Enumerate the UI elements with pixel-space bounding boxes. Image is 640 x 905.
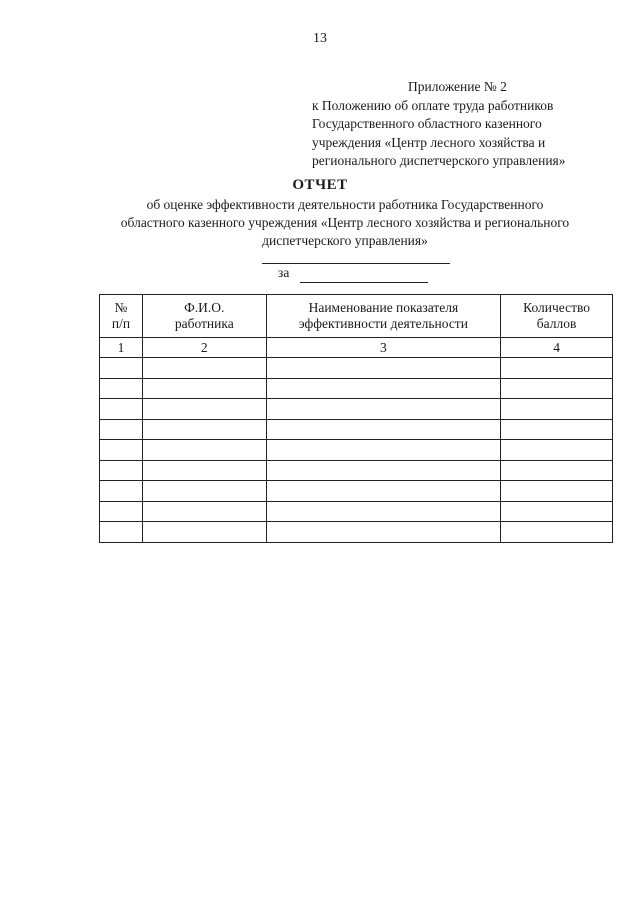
- table-row: [100, 440, 613, 461]
- header-indicator: Наименование показателя эффективности деятельности: [266, 295, 500, 338]
- table-row: [100, 481, 613, 502]
- appendix-title: Приложение № 2: [408, 79, 507, 94]
- table-cell[interactable]: [501, 419, 613, 440]
- table-cell[interactable]: [501, 501, 613, 522]
- appendix-line: учреждения «Центр лесного хозяйства и: [312, 134, 546, 150]
- table-cell[interactable]: [142, 419, 266, 440]
- header-number: № п/п: [100, 295, 143, 338]
- appendix-block: [312, 78, 566, 171]
- period-line[interactable]: [300, 282, 428, 283]
- table-cell[interactable]: [100, 481, 143, 502]
- table-cell[interactable]: [266, 460, 500, 481]
- table-cell[interactable]: [100, 399, 143, 420]
- table-row: [100, 378, 613, 399]
- period-label: за: [278, 265, 290, 280]
- header-name: Ф.И.О. работника: [142, 295, 266, 338]
- table-cell[interactable]: [100, 501, 143, 522]
- column-number: 2: [142, 338, 266, 358]
- table-cell[interactable]: [501, 358, 613, 379]
- report-table: [99, 294, 613, 543]
- appendix-line: к Положению об оплате труда работников: [312, 97, 554, 113]
- table-cell[interactable]: [142, 399, 266, 420]
- page-number: 13: [313, 31, 327, 46]
- table-cell[interactable]: [501, 440, 613, 461]
- table-cell[interactable]: [266, 440, 500, 461]
- subtitle-line: диспетчерского управления»: [262, 233, 428, 248]
- table-cell[interactable]: [501, 481, 613, 502]
- table-cell[interactable]: [266, 481, 500, 502]
- column-number: 1: [100, 338, 143, 358]
- report-subtitle: [90, 196, 600, 250]
- table-row: [100, 501, 613, 522]
- table-cell[interactable]: [501, 399, 613, 420]
- table-cell[interactable]: [266, 399, 500, 420]
- table-cell[interactable]: [100, 378, 143, 399]
- header-score: Количество баллов: [501, 295, 613, 338]
- table-cell[interactable]: [501, 460, 613, 481]
- table-cell[interactable]: [100, 440, 143, 461]
- table-cell[interactable]: [266, 378, 500, 399]
- table-header-row: [100, 295, 613, 338]
- table-cell[interactable]: [100, 522, 143, 543]
- table-cell[interactable]: [100, 358, 143, 379]
- table-cell[interactable]: [142, 378, 266, 399]
- table-cell[interactable]: [266, 419, 500, 440]
- column-number: 3: [266, 338, 500, 358]
- table-row: [100, 358, 613, 379]
- table-cell[interactable]: [142, 440, 266, 461]
- table-row: [100, 419, 613, 440]
- table-cell[interactable]: [142, 501, 266, 522]
- table-cell[interactable]: [266, 358, 500, 379]
- table-cell[interactable]: [100, 460, 143, 481]
- table-cell[interactable]: [142, 481, 266, 502]
- employee-name-line[interactable]: [262, 263, 450, 264]
- appendix-line: Государственного областного казенного: [312, 116, 542, 131]
- appendix-line: регионального диспетчерского управления»: [312, 153, 566, 168]
- table-cell[interactable]: [266, 501, 500, 522]
- table-cell[interactable]: [266, 522, 500, 543]
- table-cell[interactable]: [142, 460, 266, 481]
- table-cell[interactable]: [501, 378, 613, 399]
- subtitle-line: об оценке эффективности деятельности работника Государственного: [146, 197, 544, 212]
- table-cell[interactable]: [100, 419, 143, 440]
- table-row: [100, 522, 613, 543]
- table-row: [100, 460, 613, 481]
- table-row: [100, 399, 613, 420]
- table-cell[interactable]: [142, 522, 266, 543]
- report-title: ОТЧЕТ: [292, 177, 348, 193]
- table-cell[interactable]: [142, 358, 266, 379]
- column-number: 4: [501, 338, 613, 358]
- column-number-row: [100, 338, 613, 358]
- subtitle-line: областного казенного учреждения «Центр лесного хозяйства и регионального: [120, 215, 570, 230]
- table-cell[interactable]: [501, 522, 613, 543]
